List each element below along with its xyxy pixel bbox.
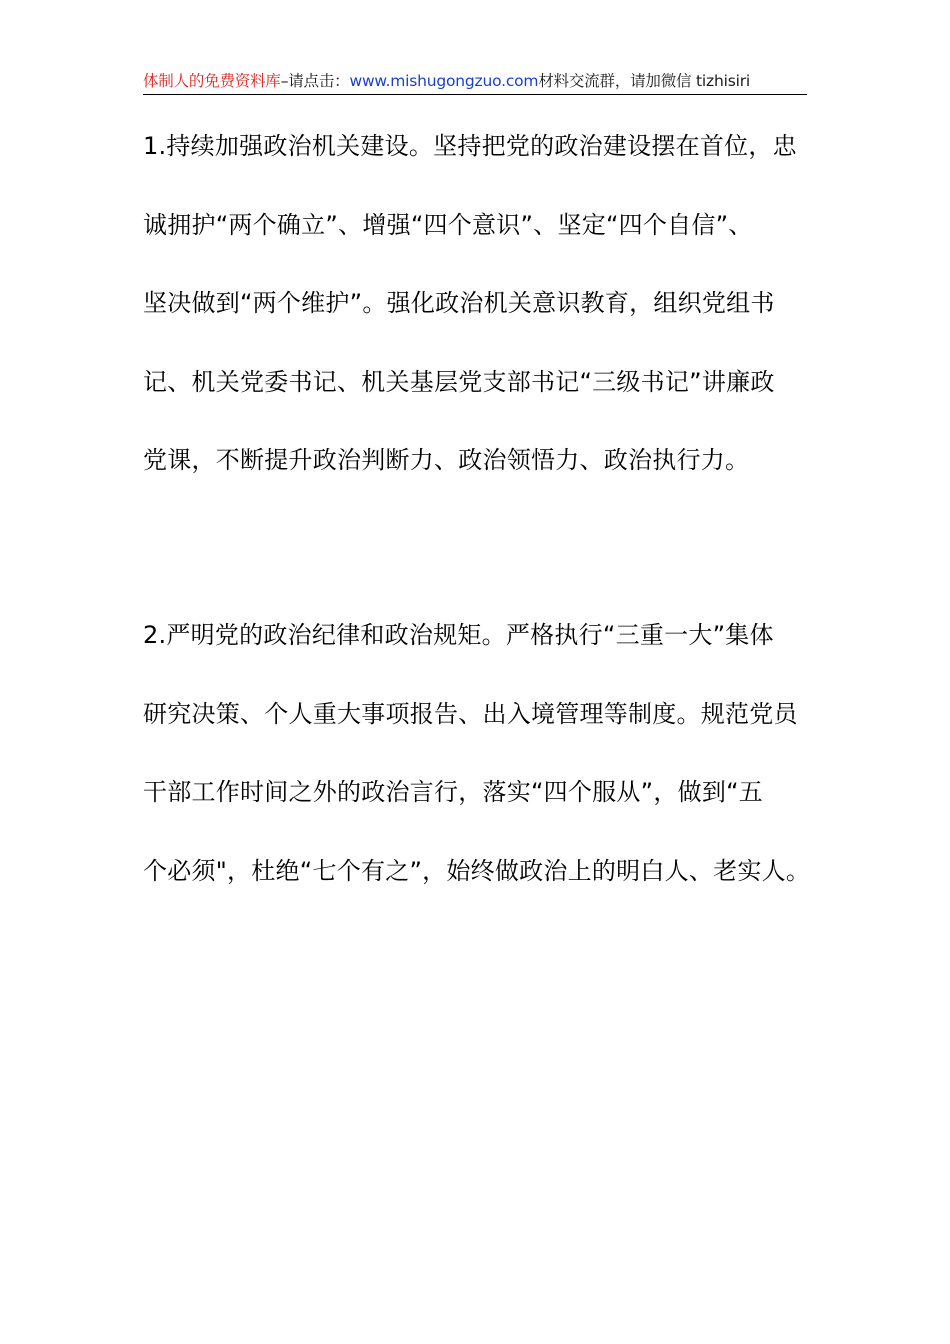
paragraph-line: 2.严明党的政治纪律和政治规矩。严格执行“三重一大”集体: [143, 621, 774, 649]
paragraph-line: 研究决策、个人重大事项报告、出入境管理等制度。规范党员: [143, 699, 798, 728]
page-header: [143, 68, 807, 95]
library-name: 体制人的免费资料库: [143, 72, 281, 90]
paragraph-line: 党课，不断提升政治判断力、政治领悟力、政治执行力。: [143, 446, 750, 474]
paragraph-line: 1.持续加强政治机关建设。坚持把党的政治建设摆在首位，忠: [143, 132, 797, 160]
paragraph-2: [143, 596, 813, 910]
group-note: 材料交流群，请加微信 tizhisiri: [538, 72, 750, 90]
paragraph-line: 坚决做到“两个维护”。强化政治机关意识教育，组织党组书: [143, 289, 775, 317]
paragraph-line: 个必须"，杜绝“七个有之”，始终做政治上的明白人、老实人。: [143, 856, 811, 885]
paragraph-line: 诚拥护“两个确立”、增强“四个意识”、坚定“四个自信”、: [143, 210, 753, 239]
website-link[interactable]: www.mishugongzuo.com: [349, 72, 539, 90]
paragraph-line: 记、机关党委书记、机关基层党支部书记“三级书记”讲廉政: [143, 367, 775, 396]
paragraph-line: 干部工作时间之外的政治言行，落实“四个服从”，做到“五: [143, 778, 764, 806]
click-prompt: –请点击：: [280, 72, 350, 90]
paragraph-1: [143, 107, 813, 500]
